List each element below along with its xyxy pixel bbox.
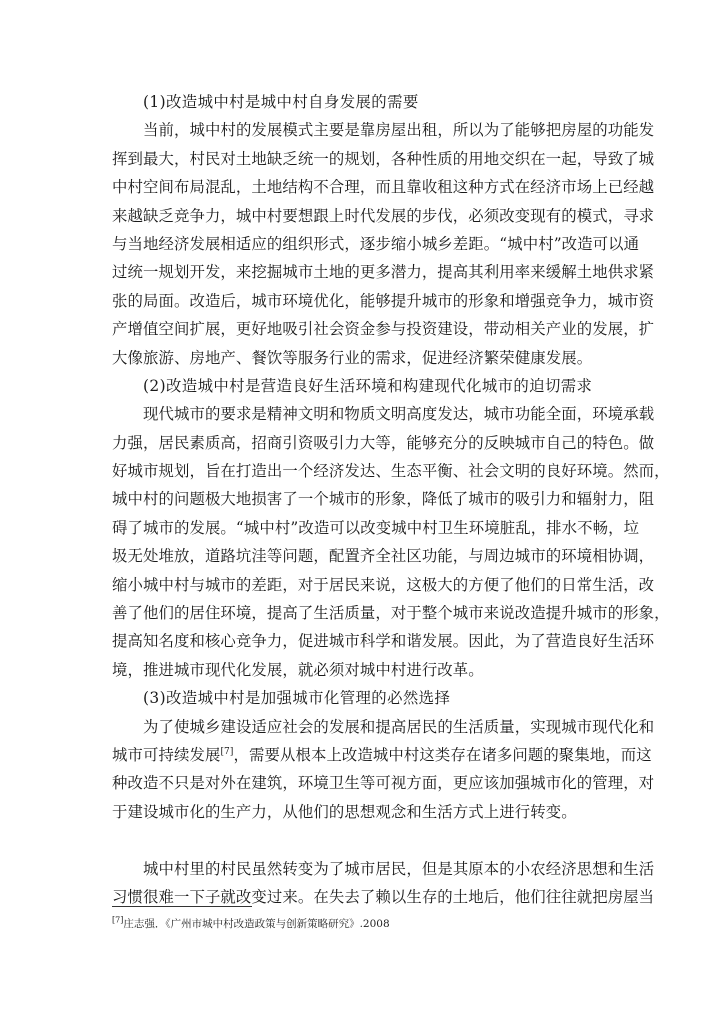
- footnote-marker: [7]: [112, 915, 124, 925]
- paragraph-line: 过统一规划开发，来挖掘城市土地的更多潜力，提高其利用率来缓解土地供求紧: [112, 263, 655, 282]
- paragraph-line: 产增值空间扩展，更好地吸引社会资金参与投资建设，带动相关产业的发展，扩: [112, 320, 655, 339]
- paragraph-line: 于建设城市化的生产力，从他们的思想观念和生活方式上进行转变。: [112, 802, 577, 821]
- paragraph-line: 提高知名度和核心竞争力，促进城市科学和谐发展。因此，为了营造良好生活环: [112, 632, 655, 651]
- paragraph-line: 现代城市的要求是精神文明和物质文明高度发达，城市功能全面，环境承载: [143, 405, 655, 424]
- paragraph-line: 张的局面。改造后，城市环境优化，能够提升城市的形象和增强竞争力，城市资: [112, 291, 655, 310]
- paragraph-line: 善了他们的居住环境，提高了生活质量，对于整个城市来说改造提升城市的形象，: [112, 604, 670, 623]
- paragraph-line: 大像旅游、房地产、餐饮等服务行业的需求，促进经济繁荣健康发展。: [112, 348, 593, 367]
- paragraph-line: 习惯很难一下子就改变过来。在失去了赖以生存的土地后，他们往往就把房屋当: [112, 887, 655, 906]
- paragraph-text: 城市可持续发展: [112, 745, 221, 764]
- footnote-divider: [112, 906, 252, 907]
- paragraph-line: 力强，居民素质高，招商引资吸引力大等，能够充分的反映城市自己的特色。做: [112, 433, 655, 452]
- paragraph-line: 好城市规划，旨在打造出一个经济发达、生态平衡、社会文明的良好环境。然而，: [112, 462, 670, 481]
- paragraph-line: 城中村的问题极大地损害了一个城市的形象，降低了城市的吸引力和辐射力，阻: [112, 490, 655, 509]
- citation-marker: [7]: [220, 746, 234, 757]
- paragraph-line: 城中村里的村民虽然转变为了城市居民，但是其原本的小农经济思想和生活: [143, 859, 655, 878]
- paragraph-line: 为了使城乡建设适应社会的发展和提高居民的生活质量，实现城市现代化和: [143, 717, 655, 736]
- paragraph-line: 来越缺乏竞争力，城中村要想跟上时代发展的步伐，必须改变现有的模式，寻求: [112, 206, 655, 225]
- paragraph-line: 缩小城中村与城市的差距，对于居民来说，这极大的方便了他们的日常生活，改: [112, 575, 655, 594]
- paragraph-line: 种改造不只是对外在建筑，环境卫生等可视方面，更应该加强城市化的管理，对: [112, 774, 655, 793]
- section-heading-2: (2)改造城中村是营造良好生活环境和构建现代化城市的迫切需求: [143, 376, 593, 395]
- paragraph-line: 境，推进城市现代化发展，就必须对城中村进行改革。: [112, 660, 484, 679]
- paragraph-line-with-citation: [112, 741, 652, 769]
- paragraph-line: 与当地经济发展相适应的组织形式，逐步缩小城乡差距。“城中村”改造可以通: [112, 234, 640, 253]
- section-heading-3: (3)改造城中村是加强城市化管理的必然选择: [143, 689, 451, 708]
- paragraph-line: 当前，城中村的发展模式主要是靠房屋出租，所以为了能够把房屋的功能发: [143, 121, 655, 140]
- paragraph-text: ，需要从根本上改造城中村这类存在诸多问题的聚集地，而这: [233, 745, 652, 764]
- footnote-text: 庄志强．《广州市城中村改造政策与创新策略研究》.2008: [123, 918, 390, 930]
- paragraph-line: 碍了城市的发展。“城中村”改造可以改变城中村卫生环境脏乱，排水不畅，垃: [112, 518, 640, 537]
- footnote: [112, 917, 632, 931]
- paragraph-line: 挥到最大，村民对土地缺乏统一的规划，各种性质的用地交织在一起，导致了城: [112, 149, 655, 168]
- paragraph-line: 圾无处堆放，道路坑洼等问题，配置齐全社区功能，与周边城市的环境相协调，: [112, 547, 655, 566]
- body-text: [112, 88, 670, 911]
- paragraph-spacer: [112, 826, 612, 854]
- paragraph-line: 中村空间布局混乱，土地结构不合理，而且靠收租这种方式在经济市场上已经越: [112, 178, 655, 197]
- section-heading-1: (1)改造城中村是城中村自身发展的需要: [143, 93, 419, 111]
